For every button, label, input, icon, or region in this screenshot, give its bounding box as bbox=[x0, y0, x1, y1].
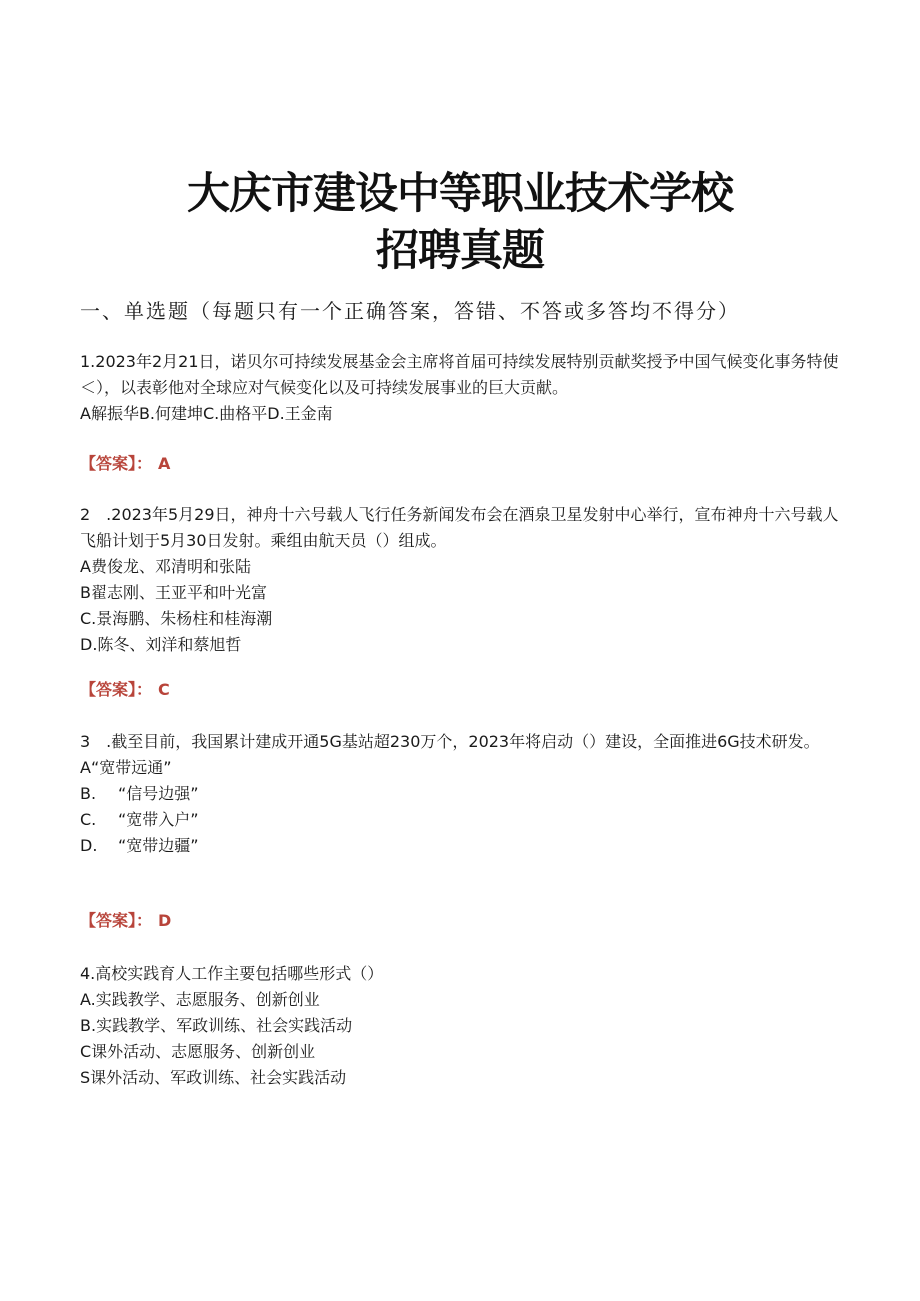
question-2-answer bbox=[80, 678, 170, 702]
question-2-option-c: C.景海鹏、朱杨柱和桂海潮 bbox=[80, 609, 273, 628]
question-2-option-d: D.陈冬、刘洋和蔡旭哲 bbox=[80, 635, 242, 654]
question-4-option-a: A.实践教学、志愿服务、创新创业 bbox=[80, 990, 320, 1009]
answer-label: 【答案】： bbox=[80, 680, 153, 699]
question-4-option-c: C课外活动、志愿服务、创新创业 bbox=[80, 1042, 316, 1061]
question-4-stem: 4.高校实践育人工作主要包括哪些形式（） bbox=[80, 964, 384, 983]
question-3-option-a: A“宽带远通” bbox=[80, 758, 172, 777]
answer-value: D bbox=[158, 911, 172, 930]
question-3 bbox=[80, 729, 850, 859]
answer-value: C bbox=[158, 680, 170, 699]
document-title-line1: 大庆市建设中等职业技术学校 bbox=[187, 169, 733, 219]
question-3-option-b: B. “信号边强” bbox=[80, 784, 199, 803]
question-1 bbox=[80, 349, 850, 427]
answer-label: 【答案】： bbox=[80, 911, 153, 930]
question-3-answer bbox=[80, 909, 171, 933]
question-3-option-c: C. “宽带入户” bbox=[80, 810, 199, 829]
section-heading: 一、单选题（每题只有一个正确答案，答错、不答或多答均不得分） bbox=[80, 299, 740, 323]
question-4 bbox=[80, 961, 850, 1091]
question-3-option-d: D. “宽带边疆” bbox=[80, 836, 199, 855]
question-2 bbox=[80, 502, 850, 658]
question-1-stem: 1.2023年2月21日，诺贝尔可持续发展基金会主席将首届可持续发展特别贡献奖授予中国气候变化事务特使＜），以表彰他对全球应对气候变化以及可持续发展事业的巨大贡献。 bbox=[80, 352, 839, 397]
answer-label: 【答案】： bbox=[80, 454, 153, 473]
question-1-options: A解振华B.何建坤C.曲格平D.王金南 bbox=[80, 404, 333, 423]
question-2-option-a: A费俊龙、邓清明和张陆 bbox=[80, 557, 251, 576]
question-3-stem: 3 .截至目前，我国累计建成开通5G基站超230万个，2023年将启动（）建设，全面推进6G技术研发。 bbox=[80, 732, 820, 751]
document-title-line2: 招聘真题 bbox=[376, 226, 544, 276]
question-2-stem: 2 .2023年5月29日，神舟十六号载人飞行任务新闻发布会在酒泉卫星发射中心举行，宣布神舟十六号载人飞船计划于5月30日发射。乘组由航天员（）组成。 bbox=[80, 505, 839, 550]
answer-value: A bbox=[158, 454, 171, 473]
question-1-answer bbox=[80, 452, 170, 476]
question-4-option-b: B.实践教学、军政训练、社会实践活动 bbox=[80, 1016, 353, 1035]
question-4-option-d: S课外活动、军政训练、社会实践活动 bbox=[80, 1068, 347, 1087]
question-2-option-b: B翟志刚、王亚平和叶光富 bbox=[80, 583, 267, 602]
